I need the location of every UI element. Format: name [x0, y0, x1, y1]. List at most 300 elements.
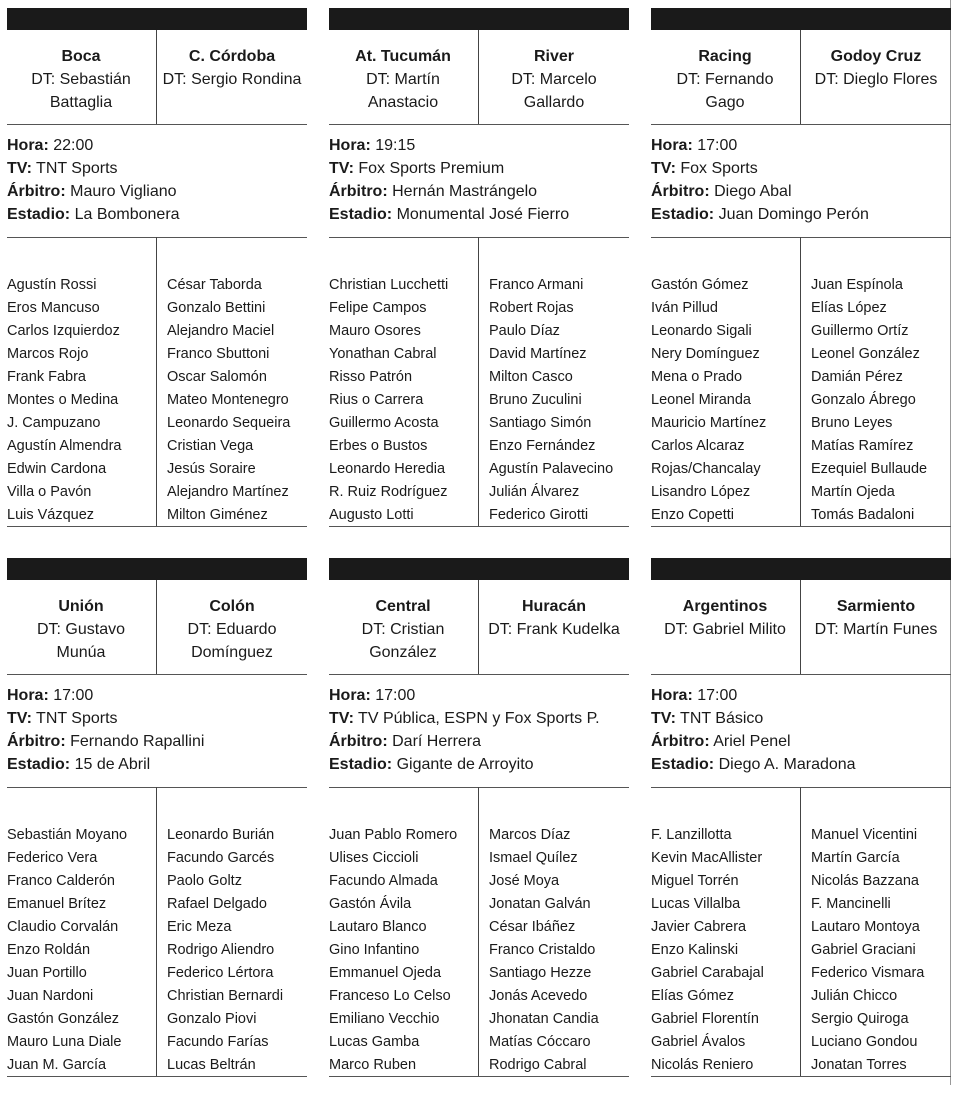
- player-name: Matías Cóccaro: [489, 1034, 591, 1050]
- player-name: Leonardo Sigali: [651, 323, 752, 339]
- info-tv: [651, 157, 951, 180]
- match-block: [651, 8, 951, 528]
- separator-line: [7, 787, 307, 788]
- player-name: Enzo Roldán: [7, 942, 91, 958]
- player-name: Matías Ramírez: [811, 438, 914, 454]
- player-name: Elías López: [811, 300, 887, 316]
- player-name: Ismael Quílez: [489, 850, 578, 866]
- player-name: Leonardo Heredia: [329, 461, 446, 477]
- info-label: Hora:: [329, 687, 371, 704]
- lineups-divider: [800, 787, 801, 1076]
- player-name: Luis Vázquez: [7, 507, 95, 523]
- player-name: Guillermo Ortíz: [811, 323, 909, 339]
- info-hora: [7, 134, 307, 157]
- info-value: Ariel Penel: [713, 733, 791, 750]
- player-name: Guillermo Acosta: [329, 415, 439, 431]
- info-label: TV:: [651, 160, 676, 177]
- separator-line: [651, 787, 951, 788]
- away-team: [480, 30, 628, 130]
- player-name: F. Mancinelli: [811, 896, 891, 912]
- player-name: Mateo Montenegro: [167, 392, 289, 408]
- info-value: Fox Sports: [680, 160, 758, 177]
- info-label: Árbitro:: [7, 733, 66, 750]
- player-name: Santiago Simón: [489, 415, 592, 431]
- match-info: [7, 134, 307, 226]
- player-name: Gabriel Florentín: [651, 1011, 759, 1027]
- player-name: Franco Calderón: [7, 873, 115, 889]
- player-name: Agustín Almendra: [7, 438, 122, 454]
- info-label: TV:: [651, 710, 676, 727]
- lineups-divider: [478, 237, 479, 526]
- home-players-list: [7, 274, 155, 527]
- player-name: Gabriel Ávalos: [651, 1034, 746, 1050]
- teams-row: [329, 30, 629, 130]
- home-team: [651, 580, 799, 680]
- player-name: Juan M. García: [7, 1057, 107, 1073]
- lineups-divider: [156, 237, 157, 526]
- player-name: Edwin Cardona: [7, 461, 107, 477]
- match-header-bar: [7, 8, 307, 30]
- player-name: Marco Ruben: [329, 1057, 417, 1073]
- player-name: Augusto Lotti: [329, 507, 414, 523]
- team-coach: DT: Gustavo Munúa: [36, 621, 126, 661]
- info-value: 17:00: [53, 687, 94, 704]
- info-estadio: [651, 203, 951, 226]
- info-arbitro: [651, 730, 951, 753]
- team-name: Racing: [698, 48, 752, 65]
- player-name: Luciano Gondou: [811, 1034, 918, 1050]
- player-name: Alejandro Martínez: [167, 484, 289, 500]
- match-header-bar: [651, 558, 951, 580]
- player-name: Iván Pillud: [651, 300, 718, 316]
- info-label: TV:: [329, 710, 354, 727]
- player-name: Bruno Zuculini: [489, 392, 582, 408]
- separator-line: [329, 787, 629, 788]
- player-name: Manuel Vicentini: [811, 827, 918, 843]
- info-tv: [7, 157, 307, 180]
- player-name: Gabriel Graciani: [811, 942, 916, 958]
- team-coach: DT: Sebastián Battaglia: [31, 71, 131, 111]
- separator-line: [7, 674, 307, 675]
- player-name: Alejandro Maciel: [167, 323, 275, 339]
- teams-row: [329, 580, 629, 680]
- info-value: Mauro Vigliano: [70, 183, 177, 200]
- home-team: [651, 30, 799, 130]
- player-name: Nicolás Reniero: [651, 1057, 754, 1073]
- player-name: Juan Nardoni: [7, 988, 94, 1004]
- player-name: Miguel Torrén: [651, 873, 739, 889]
- away-team: [802, 580, 950, 680]
- team-coach: DT: Martín Anastacio: [366, 71, 440, 111]
- player-name: Gastón González: [7, 1011, 120, 1027]
- info-value: Fernando Rapallini: [70, 733, 205, 750]
- info-hora: [329, 684, 629, 707]
- separator-line: [651, 124, 951, 125]
- player-name: Felipe Campos: [329, 300, 427, 316]
- separator-line: [329, 237, 629, 238]
- player-name: Jonatan Torres: [811, 1057, 907, 1073]
- team-coach: DT: Sergio Rondina: [162, 71, 302, 88]
- player-name: Rodrigo Aliendro: [167, 942, 275, 958]
- player-name: Carlos Alcaraz: [651, 438, 745, 454]
- player-name: Enzo Fernández: [489, 438, 596, 454]
- away-team: [802, 30, 950, 130]
- player-name: Rafael Delgado: [167, 896, 267, 912]
- match-block: [7, 558, 307, 1078]
- player-name: Emmanuel Ojeda: [329, 965, 442, 981]
- player-name: Sergio Quiroga: [811, 1011, 909, 1027]
- player-name: Lisandro López: [651, 484, 751, 500]
- info-arbitro: [7, 180, 307, 203]
- player-name: Javier Cabrera: [651, 919, 747, 935]
- team-name: Unión: [58, 598, 104, 615]
- player-name: F. Lanzillotta: [651, 827, 732, 843]
- player-name: Enzo Copetti: [651, 507, 735, 523]
- match-header-bar: [329, 558, 629, 580]
- player-name: Jesús Soraire: [167, 461, 256, 477]
- away-team: [158, 30, 306, 130]
- player-name: César Taborda: [167, 277, 262, 293]
- teams-row: [651, 580, 951, 680]
- player-name: Eric Meza: [167, 919, 232, 935]
- player-name: Lucas Villalba: [651, 896, 741, 912]
- info-arbitro: [651, 180, 951, 203]
- match-info: [329, 134, 629, 226]
- home-players-list: [7, 824, 155, 1077]
- player-name: Martín Ojeda: [811, 484, 895, 500]
- separator-line: [329, 526, 629, 527]
- player-name: Franco Armani: [489, 277, 584, 293]
- player-name: Enzo Kalinski: [651, 942, 739, 958]
- home-players-list: [651, 274, 799, 527]
- info-value: 22:00: [53, 137, 94, 154]
- separator-line: [329, 674, 629, 675]
- match-info: [651, 134, 951, 226]
- player-name: Federico Vera: [7, 850, 98, 866]
- info-tv: [329, 707, 629, 730]
- player-name: Claudio Corvalán: [7, 919, 119, 935]
- team-name: Godoy Cruz: [830, 48, 922, 65]
- player-name: Emanuel Brítez: [7, 896, 107, 912]
- player-name: Juan Pablo Romero: [329, 827, 458, 843]
- player-name: Eros Mancuso: [7, 300, 100, 316]
- player-name: Lucas Gamba: [329, 1034, 420, 1050]
- teams-row: [651, 30, 951, 130]
- player-name: Mauricio Martínez: [651, 415, 767, 431]
- player-name: Tomás Badaloni: [811, 507, 915, 523]
- team-name: Sarmiento: [836, 598, 916, 615]
- away-players-list: [167, 824, 315, 1077]
- player-name: Ezequiel Bullaude: [811, 461, 928, 477]
- info-label: Hora:: [7, 687, 49, 704]
- player-name: Gabriel Carabajal: [651, 965, 764, 981]
- away-players-list: [167, 274, 315, 527]
- info-value: 17:00: [375, 687, 416, 704]
- info-arbitro: [329, 180, 629, 203]
- match-header-bar: [329, 8, 629, 30]
- info-label: Hora:: [329, 137, 371, 154]
- team-name: Central: [375, 598, 431, 615]
- away-players-list: [811, 274, 954, 527]
- lineups-divider: [156, 787, 157, 1076]
- teams-divider: [478, 30, 479, 124]
- player-name: Santiago Hezze: [489, 965, 592, 981]
- player-name: Marcos Rojo: [7, 346, 89, 362]
- away-players-list: [489, 824, 637, 1077]
- player-name: Christian Bernardi: [167, 988, 284, 1004]
- team-coach: DT: Cristian González: [361, 621, 445, 661]
- home-players-list: [329, 274, 477, 527]
- team-name: Colón: [209, 598, 255, 615]
- player-name: Emiliano Vecchio: [329, 1011, 440, 1027]
- separator-line: [329, 1076, 629, 1077]
- info-hora: [651, 684, 951, 707]
- player-name: Gastón Ávila: [329, 896, 412, 912]
- match-header-bar: [651, 8, 951, 30]
- player-name: Frank Fabra: [7, 369, 86, 385]
- player-name: Gonzalo Piovi: [167, 1011, 257, 1027]
- player-name: Gastón Gómez: [651, 277, 749, 293]
- team-coach: DT: Marcelo Gallardo: [511, 71, 597, 111]
- match-info: [651, 684, 951, 776]
- separator-line: [329, 124, 629, 125]
- player-name: Montes o Medina: [7, 392, 119, 408]
- info-value: TV Pública, ESPN y Fox Sports P.: [358, 710, 600, 727]
- separator-line: [651, 526, 951, 527]
- player-name: Federico Lértora: [167, 965, 274, 981]
- info-label: Árbitro:: [651, 733, 710, 750]
- player-name: Yonathan Cabral: [329, 346, 437, 362]
- player-name: Jhonatan Candia: [489, 1011, 599, 1027]
- player-name: Marcos Díaz: [489, 827, 571, 843]
- teams-row: [7, 580, 307, 680]
- player-name: Ulises Ciccioli: [329, 850, 419, 866]
- team-name: Huracán: [521, 598, 587, 615]
- player-name: Federico Vismara: [811, 965, 925, 981]
- player-name: Carlos Izquierdoz: [7, 323, 120, 339]
- home-team: [7, 30, 155, 130]
- info-estadio: [329, 753, 629, 776]
- info-arbitro: [329, 730, 629, 753]
- player-name: Martín García: [811, 850, 900, 866]
- info-label: TV:: [7, 160, 32, 177]
- player-name: Rodrigo Cabral: [489, 1057, 587, 1073]
- teams-divider: [478, 580, 479, 674]
- info-value: Monumental José Fierro: [396, 206, 570, 223]
- player-name: Agustín Palavecino: [489, 461, 614, 477]
- separator-line: [651, 1076, 951, 1077]
- player-name: Damián Pérez: [811, 369, 903, 385]
- player-name: R. Ruiz Rodríguez: [329, 484, 448, 500]
- player-name: César Ibáñez: [489, 919, 576, 935]
- info-tv: [7, 707, 307, 730]
- player-name: Juan Espínola: [811, 277, 903, 293]
- separator-line: [7, 526, 307, 527]
- player-name: Julián Chicco: [811, 988, 898, 1004]
- separator-line: [651, 674, 951, 675]
- player-name: Agustín Rossi: [7, 277, 97, 293]
- player-name: Rojas/Chancalay: [651, 461, 761, 477]
- info-label: Estadio:: [7, 756, 71, 773]
- team-name: River: [533, 48, 575, 65]
- team-coach: DT: Dieglo Flores: [814, 71, 938, 88]
- player-name: Paulo Díaz: [489, 323, 560, 339]
- away-players-list: [811, 824, 954, 1077]
- player-name: J. Campuzano: [7, 415, 101, 431]
- player-name: Federico Girotti: [489, 507, 589, 523]
- match-header-bar: [7, 558, 307, 580]
- info-label: TV:: [7, 710, 32, 727]
- match-info: [7, 684, 307, 776]
- info-value: Juan Domingo Perón: [718, 206, 869, 223]
- team-name: At. Tucumán: [355, 48, 451, 65]
- info-label: Árbitro:: [7, 183, 66, 200]
- info-value: Darí Herrera: [392, 733, 482, 750]
- match-block: [329, 558, 629, 1078]
- info-estadio: [7, 203, 307, 226]
- player-name: Milton Casco: [489, 369, 573, 385]
- player-name: Leonardo Sequeira: [167, 415, 291, 431]
- player-name: Franceso Lo Celso: [329, 988, 451, 1004]
- player-name: Nicolás Bazzana: [811, 873, 919, 889]
- player-name: Paolo Goltz: [167, 873, 242, 889]
- info-label: TV:: [329, 160, 354, 177]
- player-name: Cristian Vega: [167, 438, 254, 454]
- match-block: [329, 8, 629, 528]
- home-players-list: [651, 824, 799, 1077]
- lineups-divider: [800, 237, 801, 526]
- team-name: C. Córdoba: [188, 48, 276, 65]
- info-value: 15 de Abril: [74, 756, 151, 773]
- player-name: Mauro Luna Diale: [7, 1034, 122, 1050]
- player-name: Bruno Leyes: [811, 415, 893, 431]
- player-name: Elías Gómez: [651, 988, 734, 1004]
- player-name: Franco Sbuttoni: [167, 346, 270, 362]
- match-info: [329, 684, 629, 776]
- teams-divider: [156, 30, 157, 124]
- player-name: Risso Patrón: [329, 369, 413, 385]
- player-name: David Martínez: [489, 346, 587, 362]
- player-name: Juan Portillo: [7, 965, 87, 981]
- player-name: Julián Álvarez: [489, 484, 580, 500]
- lineups-divider: [478, 787, 479, 1076]
- info-value: 19:15: [375, 137, 416, 154]
- player-name: Franco Cristaldo: [489, 942, 596, 958]
- player-name: Oscar Salomón: [167, 369, 267, 385]
- teams-divider: [800, 30, 801, 124]
- match-block: [651, 558, 951, 1078]
- team-coach: DT: Frank Kudelka: [488, 621, 620, 638]
- info-label: Árbitro:: [329, 183, 388, 200]
- player-name: Leonel Miranda: [651, 392, 751, 408]
- info-label: Estadio:: [329, 206, 393, 223]
- player-name: Erbes o Bustos: [329, 438, 428, 454]
- info-hora: [329, 134, 629, 157]
- match-block: [7, 8, 307, 528]
- player-name: Gino Infantino: [329, 942, 420, 958]
- player-name: Villa o Pavón: [7, 484, 92, 500]
- info-value: La Bombonera: [74, 206, 180, 223]
- info-estadio: [329, 203, 629, 226]
- team-coach: DT: Martín Funes: [814, 621, 938, 638]
- team-coach: DT: Gabriel Milito: [664, 621, 786, 638]
- info-arbitro: [7, 730, 307, 753]
- info-value: TNT Sports: [36, 710, 118, 727]
- team-coach: DT: Fernando Gago: [676, 71, 774, 111]
- player-name: Sebastián Moyano: [7, 827, 128, 843]
- player-name: José Moya: [489, 873, 560, 889]
- info-value: TNT Básico: [680, 710, 764, 727]
- player-name: Facundo Garcés: [167, 850, 275, 866]
- info-estadio: [651, 753, 951, 776]
- info-value: TNT Sports: [36, 160, 118, 177]
- player-name: Lautaro Blanco: [329, 919, 427, 935]
- player-name: Facundo Almada: [329, 873, 438, 889]
- info-label: Estadio:: [651, 206, 715, 223]
- away-team: [480, 580, 628, 680]
- info-hora: [7, 684, 307, 707]
- home-team: [7, 580, 155, 680]
- player-name: Rius o Carrera: [329, 392, 424, 408]
- player-name: Facundo Farías: [167, 1034, 269, 1050]
- info-label: Árbitro:: [329, 733, 388, 750]
- info-value: Hernán Mastrángelo: [392, 183, 538, 200]
- team-name: Argentinos: [682, 598, 768, 615]
- home-team: [329, 30, 477, 130]
- info-label: Hora:: [651, 687, 693, 704]
- player-name: Mauro Osores: [329, 323, 421, 339]
- info-value: Fox Sports Premium: [358, 160, 505, 177]
- info-label: Árbitro:: [651, 183, 710, 200]
- teams-divider: [800, 580, 801, 674]
- info-hora: [651, 134, 951, 157]
- home-players-list: [329, 824, 477, 1077]
- player-name: Jonatan Galván: [489, 896, 591, 912]
- away-players-list: [489, 274, 637, 527]
- player-name: Mena o Prado: [651, 369, 743, 385]
- team-coach: DT: Eduardo Domínguez: [187, 621, 277, 661]
- player-name: Gonzalo Ábrego: [811, 392, 916, 408]
- info-value: 17:00: [697, 687, 738, 704]
- player-name: Lucas Beltrán: [167, 1057, 256, 1073]
- player-name: Christian Lucchetti: [329, 277, 449, 293]
- player-name: Leonel González: [811, 346, 920, 362]
- info-label: Estadio:: [329, 756, 393, 773]
- info-value: Gigante de Arroyito: [396, 756, 534, 773]
- home-team: [329, 580, 477, 680]
- info-value: Diego A. Maradona: [718, 756, 856, 773]
- separator-line: [7, 124, 307, 125]
- teams-divider: [156, 580, 157, 674]
- info-label: Hora:: [7, 137, 49, 154]
- player-name: Robert Rojas: [489, 300, 574, 316]
- info-value: Diego Abal: [714, 183, 792, 200]
- player-name: Leonardo Burián: [167, 827, 275, 843]
- player-name: Gonzalo Bettini: [167, 300, 266, 316]
- separator-line: [651, 237, 951, 238]
- player-name: Lautaro Montoya: [811, 919, 920, 935]
- info-label: Hora:: [651, 137, 693, 154]
- info-value: 17:00: [697, 137, 738, 154]
- player-name: Jonás Acevedo: [489, 988, 588, 1004]
- info-label: Estadio:: [651, 756, 715, 773]
- team-name: Boca: [61, 48, 101, 65]
- player-name: Nery Domínguez: [651, 346, 760, 362]
- teams-row: [7, 30, 307, 130]
- info-estadio: [7, 753, 307, 776]
- info-tv: [651, 707, 951, 730]
- away-team: [158, 580, 306, 680]
